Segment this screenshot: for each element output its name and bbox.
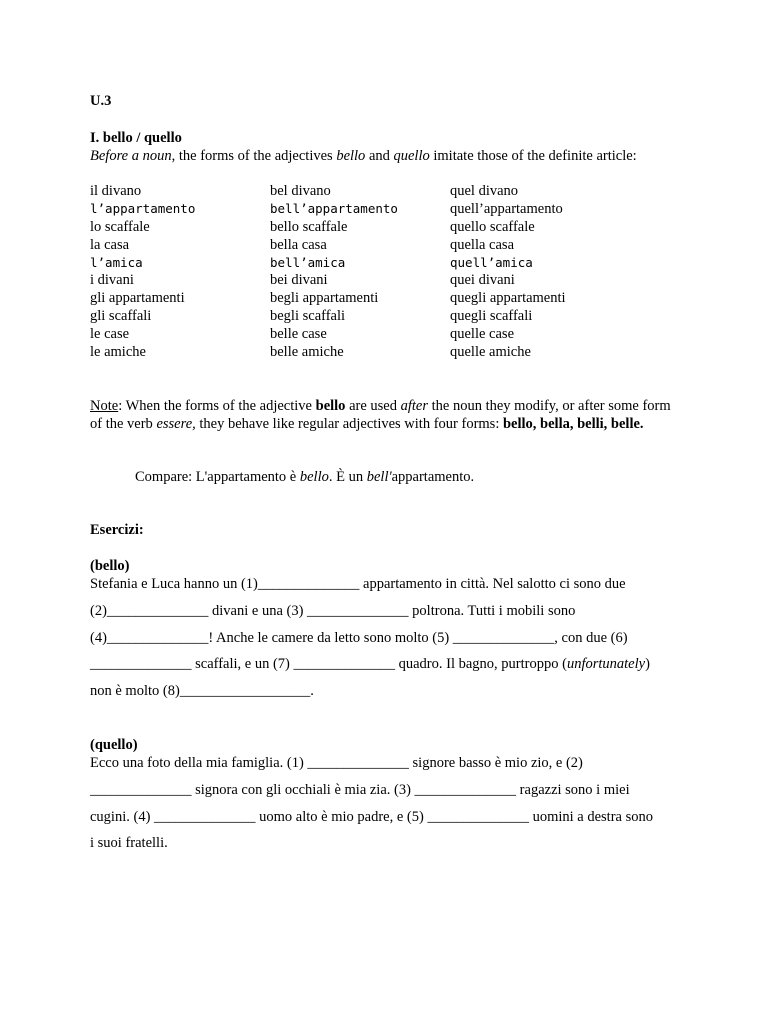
- bello-form: bel divano: [270, 183, 331, 199]
- forms-table: [90, 182, 690, 361]
- bello-form: begli scaffali: [270, 308, 346, 325]
- bello-form: belle case: [270, 326, 327, 343]
- article-form: le amiche: [90, 344, 146, 361]
- exercise-line: non è molto (8)__________________.: [90, 683, 314, 700]
- quello-form: quelle case: [450, 326, 515, 343]
- exercise-line: (4)______________! Anche le camere da letto sono molto (5) ______________, con due (6): [90, 629, 628, 646]
- article-form: l’amica: [90, 254, 143, 270]
- bello-form: bello scaffale: [270, 218, 348, 235]
- forms-row: [90, 182, 690, 200]
- exercise-bello-title: (bello): [90, 558, 130, 574]
- exercise-line: (2)______________ divani e una (3) ______________ poltrona. Tutti i mobili sono: [90, 602, 576, 619]
- exercises-heading: Esercizi:: [90, 522, 144, 538]
- note-paragraph: Note: When the forms of the adjective bello are used after the noun they modify, or after some form of the verb essere, they behave like regular adjectives with four forms: bello, bella, belli, belle.: [90, 398, 671, 432]
- exercise-line: Stefania e Luca hanno un (1)______________ appartamento in città. Nel salotto ci sono due: [90, 576, 626, 592]
- exercise-line: i suoi fratelli.: [90, 835, 168, 852]
- bello-form: bella casa: [270, 236, 327, 253]
- exercise-line: cugini. (4) ______________ uomo alto è mio padre, e (5) ______________ uomini a destra sono: [90, 808, 653, 825]
- exercise-bello-body: [90, 575, 690, 709]
- forms-row: [90, 325, 690, 343]
- forms-row: [90, 236, 690, 254]
- bello-form: bell’appartamento: [270, 200, 398, 216]
- intro-paragraph: Before a noun, the forms of the adjectives bello and quello imitate those of the definite article:: [90, 148, 637, 164]
- article-form: il divano: [90, 183, 142, 199]
- bello-form: bei divani: [270, 272, 328, 289]
- forms-row: [90, 200, 690, 218]
- article-form: gli appartamenti: [90, 290, 185, 307]
- forms-row: [90, 218, 690, 236]
- quello-form: quelle amiche: [450, 344, 531, 361]
- forms-row: [90, 254, 690, 272]
- quello-form: quel divano: [450, 183, 519, 199]
- section-title: I. bello / quello: [90, 130, 182, 146]
- article-form: le case: [90, 326, 130, 343]
- article-form: l’appartamento: [90, 200, 196, 216]
- article-form: lo scaffale: [90, 218, 150, 235]
- quello-form: quello scaffale: [450, 218, 535, 235]
- article-form: i divani: [90, 272, 134, 289]
- forms-row: [90, 307, 690, 325]
- article-form: gli scaffali: [90, 308, 152, 325]
- quello-form: quei divani: [450, 272, 515, 289]
- article-form: la casa: [90, 236, 130, 253]
- exercise-line: ______________ scaffali, e un (7) ______________ quadro. Il bagno, purtroppo (unfortunately): [90, 656, 650, 673]
- exercise-line: Ecco una foto della mia famiglia. (1) ______________ signore basso è mio zio, e (2): [90, 755, 583, 771]
- exercise-quello-title: (quello): [90, 737, 138, 753]
- bello-form: begli appartamenti: [270, 290, 379, 307]
- note-label: Note: [90, 398, 119, 414]
- intro-lead: Before a noun: [90, 148, 172, 164]
- compare-line: Compare: L'appartamento è bello. È un bell'appartamento.: [135, 469, 475, 485]
- forms-row: [90, 289, 690, 307]
- quello-form: quella casa: [450, 236, 515, 253]
- quello-form: quell’appartamento: [450, 200, 563, 217]
- exercise-line: ______________ signora con gli occhiali è mia zia. (3) ______________ ragazzi sono i miei: [90, 781, 630, 798]
- bello-form: bell’amica: [270, 254, 346, 270]
- quello-form: quegli appartamenti: [450, 290, 566, 307]
- exercise-quello-body: [90, 754, 690, 861]
- forms-row: [90, 271, 690, 289]
- quello-form: quell’amica: [450, 254, 533, 270]
- forms-row: [90, 343, 690, 361]
- unit-label: U.3: [90, 93, 112, 109]
- quello-form: quegli scaffali: [450, 308, 533, 325]
- bello-form: belle amiche: [270, 344, 344, 361]
